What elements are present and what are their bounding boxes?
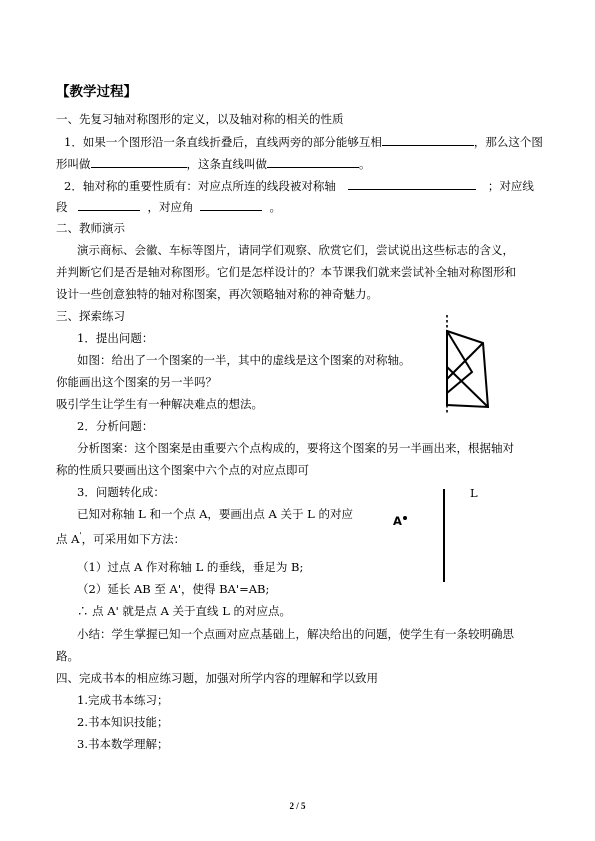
q1-text-c: 形叫做 <box>56 157 91 171</box>
question-1-line-2 <box>56 155 371 172</box>
analyze-line-2: 称的性质只要画出这个图案中六个点的对应点即可 <box>56 463 309 477</box>
question-1-line-1 <box>64 133 543 150</box>
demo-paragraph-line-3: 设计一些创意独特的轴对称图案，再次领略轴对称的神奇魅力。 <box>56 287 378 301</box>
q1-text-e: 。 <box>359 157 371 171</box>
blank-mutual[interactable] <box>382 133 474 146</box>
summary-line-1: 小结：学生掌握已知一个点画对应点基础上，解决给出的问题，使学生有一条较明确思 <box>77 627 514 641</box>
analyze-line-1: 分析图案：这个图案是由重要六个点构成的，要将这个图案的另一半画出来，根据轴对 <box>77 441 514 455</box>
blank-figure-name[interactable] <box>91 155 187 168</box>
point-a-prime-text: 点 A <box>56 531 80 546</box>
sub-transform: 3．问题转化成： <box>77 485 165 499</box>
demo-paragraph-line-2: 并判断它们是否是轴对称图形。它们是怎样设计的？本节课我们就来尝试补全轴对称图形和 <box>56 265 516 279</box>
sub-raise-question: 1．提出问题： <box>77 331 154 345</box>
demo-paragraph-line-1: 演示商标、会徽、车标等图片，请同学们观察、欣赏它们，尝试说出这些标志的含义， <box>77 243 514 257</box>
blank-angle[interactable] <box>200 198 262 211</box>
blank-segment-property[interactable] <box>348 177 476 190</box>
blank-segment[interactable] <box>78 198 140 211</box>
summary-line-2: 路。 <box>56 649 79 663</box>
blank-line-name[interactable] <box>267 155 359 168</box>
page-number: 2 / 5 <box>289 801 306 811</box>
exercise-item-3: 3.书本数学理解； <box>77 737 169 751</box>
method-step-1: （1）过点 A 作对称轴 L 的垂线，垂足为 B; <box>77 560 304 574</box>
heading-demo: 二、教师演示 <box>56 221 125 235</box>
q1-text-a: 1．如果一个图形沿一条直线折叠后，直线两旁的部分能够互相 <box>64 135 382 149</box>
transform-line-1: 已知对称轴 L 和一个点 A，要画出点 A 关于 L 的对应 <box>77 507 353 521</box>
sub-analyze: 2．分析问题： <box>77 419 154 433</box>
heading-exercises: 四、完成书本的相应练习题，加强对所学内容的理解和学以致用 <box>56 671 378 685</box>
section-title: 【教学过程】 <box>56 84 137 100</box>
raise-question-line-1: 如图：给出了一个图案的一半，其中的虚线是这个图案的对称轴。 <box>77 353 411 367</box>
half-pattern-figure <box>436 313 498 415</box>
axis-line-l <box>443 489 445 582</box>
heading-explore: 三、探索练习 <box>56 309 125 323</box>
q2-text-b: ；对应线 <box>487 179 534 193</box>
q1-text-b: ，那么这个图 <box>473 135 543 149</box>
exercise-item-2: 2.书本知识技能； <box>77 715 169 729</box>
point-a-dot <box>403 516 407 520</box>
question-2-line-1 <box>64 177 534 194</box>
q2-text-c: 段 <box>56 200 68 214</box>
question-2-line-2 <box>56 198 281 215</box>
q2-text-d: ，对应角 <box>147 200 194 214</box>
point-a-label: A <box>393 514 402 528</box>
q1-text-d: ，这条直线叫做 <box>186 157 267 171</box>
method-step-2: （2）延长 AB 至 A'，使得 BA'=AB; <box>77 582 270 596</box>
transform-line-2 <box>56 528 185 547</box>
method-conclusion: ∴ 点 A' 就是点 A 关于直线 L 的对应点。 <box>77 604 291 618</box>
q2-text-e: 。 <box>269 200 281 214</box>
q2-text-a: 2．轴对称的重要性质有：对应点所连的线段被对称轴 <box>64 179 336 193</box>
exercise-item-1: 1.完成书本练习； <box>77 693 169 707</box>
method-intro-text: ，可采用如下方法： <box>81 531 186 546</box>
raise-question-line-2: 你能画出这个图案的另一半吗？ <box>56 375 217 389</box>
raise-question-line-3: 吸引学生让学生有一种解决难点的想法。 <box>56 397 263 411</box>
heading-review: 一、先复习轴对称图形的定义，以及轴对称的相关的性质 <box>56 112 344 126</box>
axis-label-l: L <box>470 486 478 500</box>
pattern-inner-v <box>447 331 472 393</box>
prime-mark: ' <box>79 531 82 540</box>
